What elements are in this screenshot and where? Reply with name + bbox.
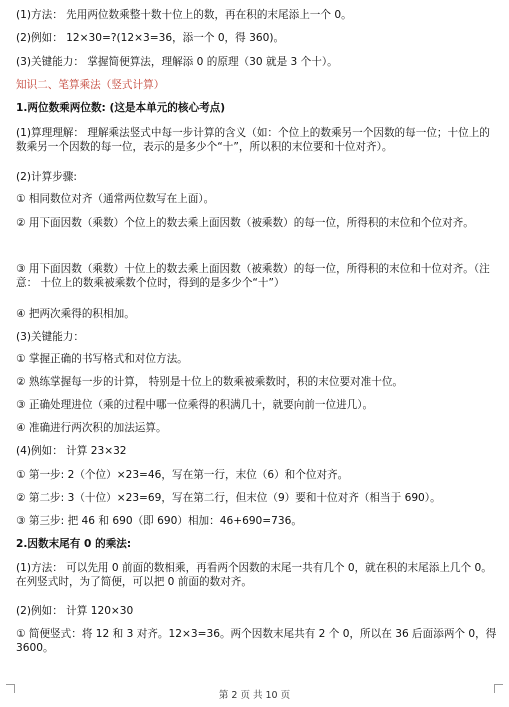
step-1: ① 相同数位对齐（通常两位数写在上面）。 (16, 193, 215, 205)
subsection-title: 1.两位数乘两位数: (这是本单元的核心考点) (16, 102, 226, 114)
ability-4: ④ 准确进行两次积的加法运算。 (16, 422, 167, 434)
ability-3: ③ 正确处理进位（乘的过程中哪一位乘得的积满几十，就要向前一位进几）。 (16, 399, 374, 411)
ability-1: ① 掌握正确的书写格式和对位方法。 (16, 353, 188, 365)
ability-2: ② 熟练掌握每一步的计算， 特别是十位上的数乘被乘数时，积的末位要对准十位。 (16, 376, 404, 388)
page-footer: 第 2 页 共 10 页 (218, 690, 291, 701)
zero-example-title: (2)例如： 计算 120×30 (16, 605, 134, 617)
key-ability-text: (3)关键能力： 掌握简便算法，理解添 0 的原理（30 就是 3 个十）。 (16, 56, 338, 68)
steps-title: (2)计算步骤: (16, 171, 77, 183)
zero-example-step: ① 简便竖式：将 12 和 3 对齐。12×3=36。两个因数末尾共有 2 个 0，所以在 36 后面添两个 0，得 3600。 (16, 628, 497, 654)
step-2: ② 用下面因数（乘数）个位上的数去乘上面因数（被乘数）的每一位，所得积的末位和个位对齐。 (16, 217, 474, 229)
example-title: (4)例如： 计算 23×32 (16, 445, 127, 457)
key-ability-title: (3)关键能力： (16, 331, 84, 343)
example-step-1: ① 第一步: 2（个位）×23=46，写在第一行，末位（6）和个位对齐。 (16, 469, 349, 481)
example-step-2: ② 第二步: 3（十位）×23=69，写在第二行，但末位（9）要和十位对齐（相当于 690）。 (16, 492, 441, 504)
section-heading: 知识二、笔算乘法（竖式计算） (16, 79, 165, 91)
zero-method-paragraph: (1)方法： 可以先用 0 前面的数相乘，再看两个因数的末尾一共有几个 0，就在积的末尾添上几个 0。在列竖式时，为了简便，可以把 0 前面的数对齐。 (16, 562, 492, 588)
example-step-3: ③ 第三步: 把 46 和 690（即 690）相加：46+690=736。 (16, 515, 302, 527)
principle-paragraph: (1)算理理解： 理解乘法竖式中每一步计算的含义（如：个位上的数乘另一个因数的每一位；十位上的数乘另一个因数的每一位，表示的是多少个“十”，所以积的末位要和十位对齐）。 (16, 127, 490, 153)
example-text: (2)例如： 12×30=?(12×3=36，添一个 0，得 360)。 (16, 32, 285, 44)
step-4: ④ 把两次乘得的积相加。 (16, 308, 135, 320)
step-3: ③ 用下面因数（乘数）十位上的数去乘上面因数（被乘数）的每一位，所得积的末位和十位对齐。（注意： 十位上的数乘被乘数个位时，得到的是多少个“十”） (16, 263, 490, 289)
method-text: (1)方法： 先用两位数乘整十数十位上的数，再在积的末尾添上一个 0。 (16, 9, 352, 21)
zero-factor-title: 2.因数末尾有 0 的乘法: (16, 538, 132, 550)
